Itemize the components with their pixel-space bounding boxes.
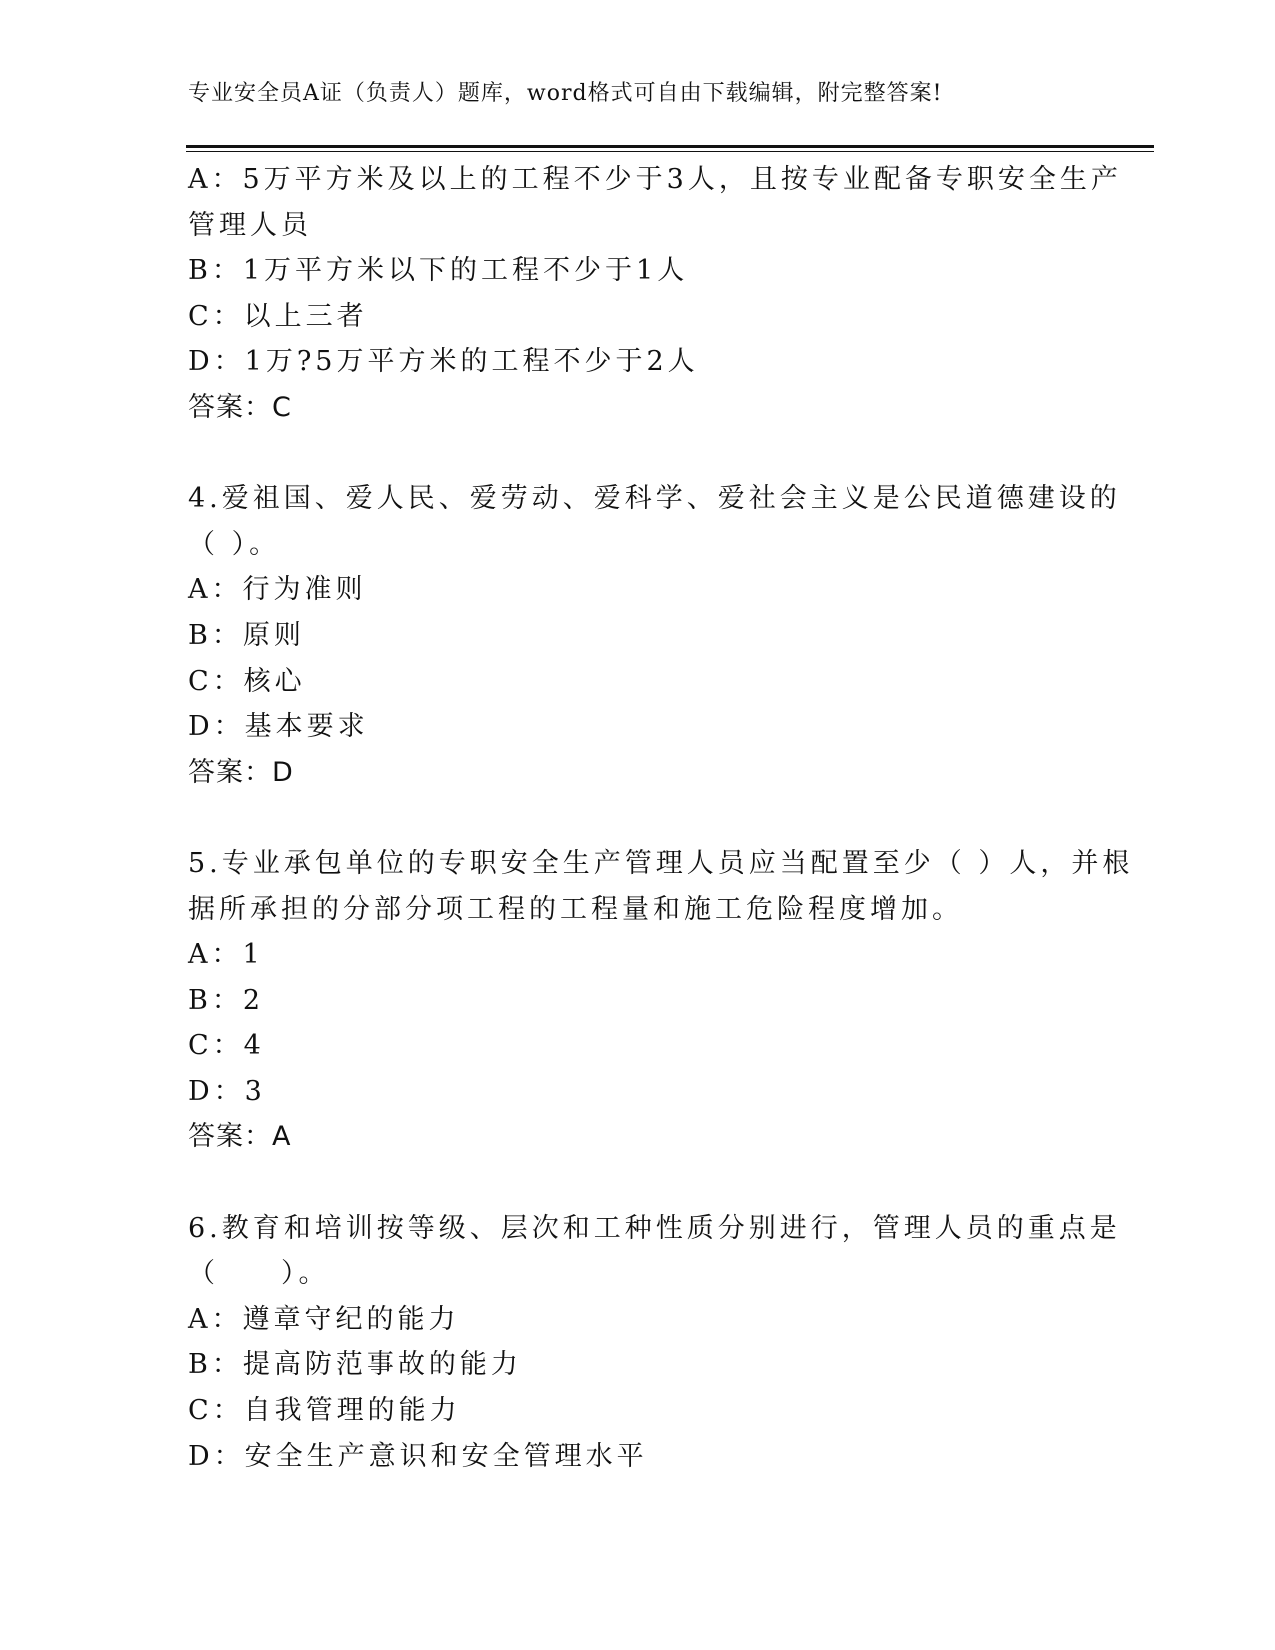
question-5 — [188, 841, 1134, 1160]
spacer — [188, 795, 1088, 841]
q3-option-d: D：1万?5万平方米的工程不少于2人 — [188, 346, 699, 378]
q6-question-line2: （ ）。 — [188, 1258, 330, 1290]
q5-question-line1: 5.专业承包单位的专职安全生产管理人员应当配置至少（ ）人，并根 — [188, 847, 1134, 879]
q5-answer: 答案：A — [188, 1121, 292, 1153]
q4-question-line2: （ ）。 — [188, 528, 281, 560]
q4-question-line1: 4.爱祖国、爱人民、爱劳动、爱科学、爱社会主义是公民道德建设的 — [188, 483, 1121, 515]
q4-option-d: D：基本要求 — [188, 711, 369, 743]
q6-question-line1: 6.教育和培训按等级、层次和工种性质分别进行，管理人员的重点是 — [188, 1212, 1121, 1244]
header-rule-thick — [186, 145, 1154, 148]
document-body — [188, 157, 1134, 1479]
q4-option-a: A：行为准则 — [188, 574, 367, 606]
page-header: 专业安全员A证（负责人）题库，word格式可自由下载编辑，附完整答案! — [188, 81, 943, 106]
q3-option-a-line1: A：5万平方米及以上的工程不少于3人，且按专业配备专职安全生产 — [188, 164, 1122, 195]
question-4 — [188, 476, 1121, 795]
spacer — [188, 431, 1088, 477]
q6-option-a: A：遵章守纪的能力 — [188, 1303, 460, 1335]
q6-option-b: B：提高防范事故的能力 — [188, 1349, 522, 1381]
question-6 — [188, 1206, 1121, 1480]
q3-option-a-line2: 管理人员 — [188, 209, 312, 241]
q5-question-line2: 据所承担的分部分项工程的工程量和施工危险程度增加。 — [188, 893, 963, 925]
q3-option-c: C：以上三者 — [188, 300, 368, 332]
spacer — [188, 1160, 1088, 1206]
q4-answer: 答案：D — [188, 756, 294, 788]
question-3 — [188, 157, 1122, 431]
q6-option-c: C：自我管理的能力 — [188, 1395, 461, 1427]
q5-option-c: C：4 — [188, 1030, 265, 1062]
q4-option-b: B：原则 — [188, 619, 305, 651]
header-rule-thin — [186, 151, 1154, 152]
q3-option-b: B：1万平方米以下的工程不少于1人 — [188, 255, 689, 287]
q6-option-d: D：安全生产意识和安全管理水平 — [188, 1440, 648, 1472]
q5-option-a: A：1 — [188, 939, 264, 971]
q4-option-c: C：核心 — [188, 665, 306, 697]
q3-answer: 答案：C — [188, 391, 292, 423]
q5-option-b: B：2 — [188, 984, 265, 1016]
q5-option-d: D：3 — [188, 1075, 266, 1107]
